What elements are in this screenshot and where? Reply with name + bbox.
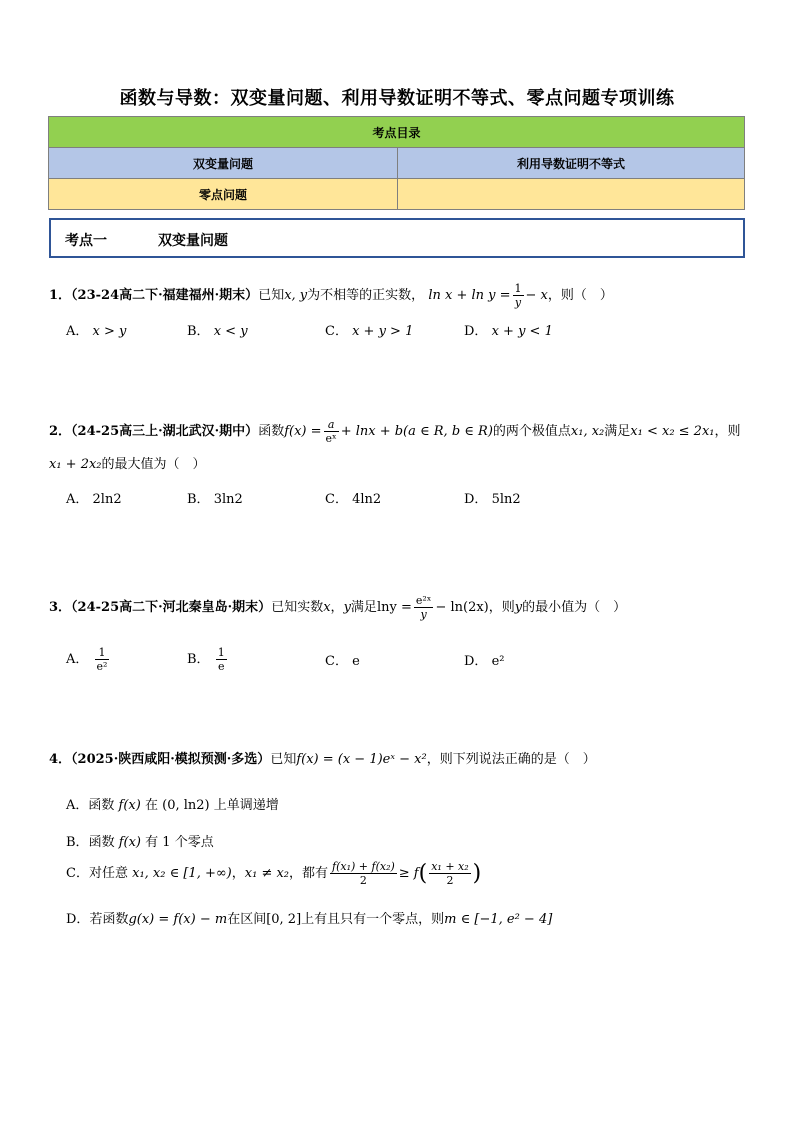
option-text: 函数 [88, 835, 115, 850]
q3-text: 的最小值为（ ） [522, 600, 627, 615]
option-text: ，都有 [289, 866, 329, 881]
q1-source: （23-24高二下·福建福州·期末） [71, 288, 259, 303]
q4-text: 已知 [270, 752, 297, 767]
q3-text: ，则 [488, 600, 515, 615]
question-3 [49, 594, 626, 621]
section-header [49, 218, 745, 258]
q3-option-b[interactable] [187, 646, 229, 673]
toc-item-empty [398, 179, 745, 210]
q2-frac-den: eˣ [325, 432, 337, 445]
page-title: 函数与导数：双变量问题、利用导数证明不等式、零点问题专项训练 [119, 88, 675, 109]
frac-den: e [217, 660, 225, 673]
option-expr: x > y [92, 324, 127, 339]
option-inner-fraction [429, 860, 470, 887]
option-text: 函数 [88, 798, 115, 813]
q3-source: （24-25高二下·河北秦皇岛·期末） [71, 600, 272, 615]
q1-frac-den: y [514, 296, 522, 309]
q3-number: 3． [49, 600, 72, 615]
q2-text: 满足 [604, 424, 631, 439]
option-label: A． [66, 652, 89, 667]
q3-option-d[interactable] [464, 650, 504, 669]
q2-function: f(x) = [284, 424, 322, 439]
q1-text: 为不相等的正实数， [307, 288, 425, 303]
q1-text: ，则（ ） [547, 288, 613, 303]
q3-fraction [414, 594, 434, 621]
option-label: B． [187, 652, 210, 667]
q4-option-b[interactable] [66, 831, 214, 850]
q3-equation-right: − ln(2x) [435, 600, 489, 615]
toc-item-inequality-proof[interactable]: 利用导数证明不等式 [398, 148, 745, 179]
option-expr: 3ln2 [213, 492, 243, 507]
option-function: g(x) = f(x) − m [128, 912, 228, 927]
option-label: D． [66, 912, 90, 927]
q1-option-b[interactable] [187, 320, 248, 339]
toc-header: 考点目录 [49, 117, 745, 148]
q2-function-rest: + lnx + b(a ∈ R, b ∈ R) [340, 424, 493, 439]
q2-frac-num: a [324, 418, 339, 432]
option-function: f(x) [118, 798, 141, 813]
option-text: 若函数 [89, 912, 129, 927]
option-neq: x₁ ≠ x₂ [244, 866, 290, 881]
frac-num: 1 [217, 646, 225, 659]
q4-option-c[interactable] [66, 860, 481, 887]
q2-condition: x₁ < x₂ ≤ 2x₁ [630, 424, 715, 439]
q3-text: 满足 [350, 600, 377, 615]
option-text: 上有且只有一个零点，则 [301, 912, 445, 927]
toc-table [48, 116, 745, 210]
section-name: 双变量问题 [158, 233, 228, 249]
option-fraction [216, 646, 227, 673]
option-label: C． [325, 492, 348, 507]
q2-option-b[interactable] [187, 488, 243, 507]
frac-den: 2 [359, 874, 367, 887]
option-label: A． [66, 798, 89, 813]
option-fraction [330, 860, 397, 887]
option-expr: x + y < 1 [491, 324, 553, 339]
option-expr: 5ln2 [491, 492, 521, 507]
q3-var-y: y [514, 600, 523, 615]
option-text: 有 1 个零点 [145, 835, 214, 850]
option-label: A． [66, 492, 89, 507]
q3-equation-left: lny = [376, 600, 412, 615]
question-1 [49, 282, 613, 309]
q3-frac-den: y [420, 608, 427, 621]
option-expr: 2ln2 [92, 492, 122, 507]
q4-function: f(x) = (x − 1)eˣ − x² [296, 752, 427, 767]
q2-source: （24-25高三上·湖北武汉·期中） [71, 424, 259, 439]
option-label: D． [464, 654, 488, 669]
option-expr: e² [491, 654, 505, 669]
q4-option-a[interactable] [66, 794, 279, 813]
option-expr: x + y > 1 [352, 324, 414, 339]
q2-option-d[interactable] [464, 488, 521, 507]
q2-option-c[interactable] [325, 488, 381, 507]
q3-text: ， [330, 600, 344, 615]
q3-frac-num: e²ˣ [415, 594, 432, 607]
q1-frac-num: 1 [514, 282, 522, 295]
option-label: B． [187, 492, 210, 507]
q1-fraction [513, 282, 524, 309]
q1-number: 1． [49, 288, 72, 303]
q1-equation-left: ln x + ln y = [428, 288, 511, 303]
q1-option-d[interactable] [464, 320, 553, 339]
option-expr: 4ln2 [352, 492, 382, 507]
option-label: B． [66, 835, 89, 850]
question-4 [49, 750, 596, 770]
option-ge: ≥ f [398, 866, 419, 881]
q4-text: ，则下列说法正确的是（ ） [426, 752, 596, 767]
option-text: 在区间 [227, 912, 267, 927]
option-text: ， [231, 866, 245, 881]
frac-num: f(x₁) + f(x₂) [332, 860, 395, 873]
q4-option-d[interactable] [66, 908, 552, 927]
toc-item-two-variable[interactable]: 双变量问题 [49, 148, 398, 179]
q1-text: 已知 [258, 288, 285, 303]
paren-left: ( [418, 861, 428, 886]
q2-points: x₁, x₂ [570, 424, 605, 439]
frac-num: 1 [95, 646, 110, 660]
option-expr: e [352, 654, 360, 669]
question-2 [49, 418, 749, 445]
option-label: D． [464, 324, 488, 339]
q1-equation-right: − x [525, 288, 548, 303]
option-text: 上单调递增 [213, 798, 279, 813]
q4-number: 4． [49, 752, 72, 767]
section-tag: 考点一 [65, 233, 107, 249]
option-label: C． [325, 654, 348, 669]
option-label: C． [325, 324, 348, 339]
q2-text: 的最大值为（ ） [101, 457, 206, 472]
q2-option-a[interactable] [66, 488, 122, 507]
option-text: 在 [144, 798, 158, 813]
frac-den: 2 [446, 874, 454, 887]
option-fraction [95, 646, 110, 673]
q3-text: 已知实数 [271, 600, 324, 615]
q3-option-c[interactable] [325, 650, 360, 669]
q4-source: （2025·陕西咸阳·模拟预测·多选） [71, 752, 271, 767]
option-text: 对任意 [88, 866, 128, 881]
option-label: D． [464, 492, 488, 507]
option-label: A． [66, 324, 89, 339]
q2-number: 2． [49, 424, 72, 439]
option-vars: x₁, x₂ ∈ [1, +∞) [132, 866, 232, 881]
option-range: m ∈ [−1, e² − 4] [444, 912, 553, 927]
q3-option-a[interactable] [66, 646, 111, 673]
frac-den: e² [96, 660, 108, 673]
option-expr: x < y [213, 324, 248, 339]
option-interval: (0, ln2) [162, 798, 210, 813]
q3-var-y: y [343, 600, 351, 615]
q3-var-x: x [323, 600, 331, 615]
option-label: B． [187, 324, 210, 339]
option-interval: [0, 2] [266, 912, 302, 927]
q1-vars: x, y [284, 288, 308, 303]
q2-text: ，则 [714, 424, 741, 439]
question-2-line2 [49, 455, 206, 475]
q2-text: 函数 [258, 424, 285, 439]
q2-text: 的两个极值点 [492, 424, 571, 439]
q1-option-c[interactable] [325, 320, 413, 339]
q2-target-expr: x₁ + 2x₂ [49, 457, 102, 472]
frac-num: x₁ + x₂ [431, 860, 469, 873]
toc-item-zero-point[interactable]: 零点问题 [49, 179, 398, 210]
q1-option-a[interactable] [66, 320, 126, 339]
paren-right: ) [472, 861, 482, 886]
option-label: C． [66, 866, 89, 881]
q2-fraction [324, 418, 339, 445]
option-function: f(x) [118, 835, 142, 850]
